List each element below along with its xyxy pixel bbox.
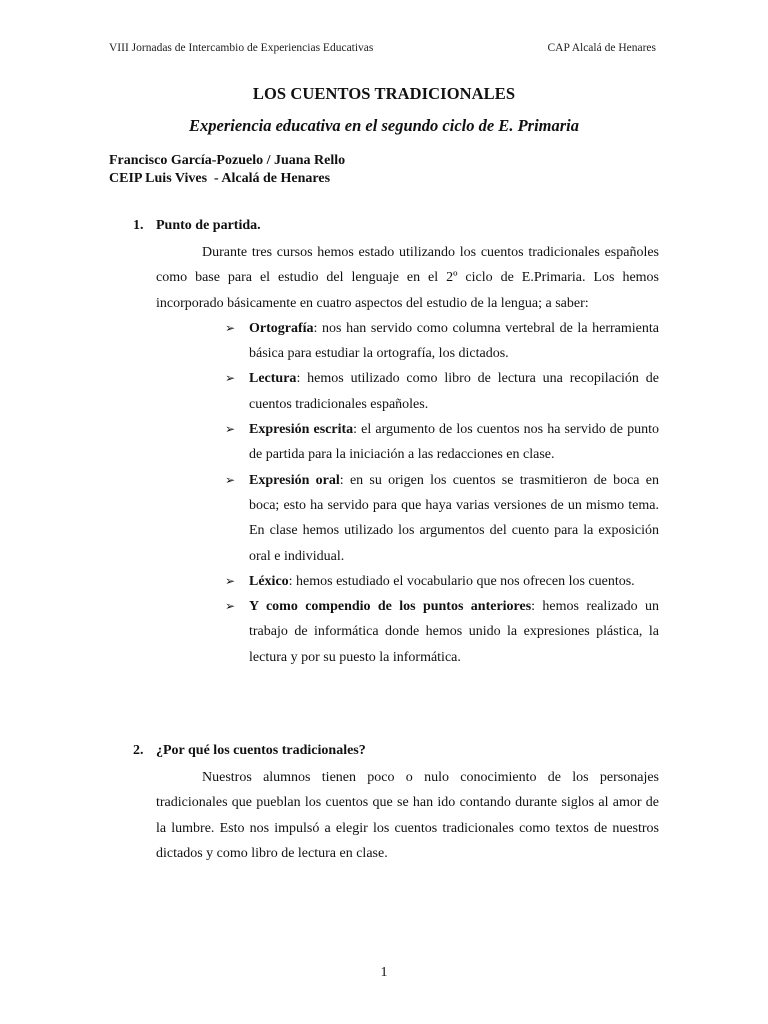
list-item — [225, 468, 659, 569]
authors-block — [109, 152, 345, 188]
running-header-left: VIII Jornadas de Intercambio de Experiencias Educativas — [109, 42, 374, 54]
list-item — [225, 366, 659, 417]
page-number: 1 — [380, 965, 388, 980]
list-item — [225, 417, 660, 468]
document-subtitle: Experiencia educativa en el segundo ciclo de E. Primaria — [188, 116, 579, 135]
bullet-text: : hemos utilizado como libro de lectura una recopilación de cuentos tradicionales españoles. — [249, 371, 659, 412]
arrow-bullet-icon: ➢ — [225, 371, 236, 386]
section-1 — [109, 218, 659, 670]
section-2-title: ¿Por qué los cuentos tradicionales? — [156, 743, 366, 758]
list-item — [225, 594, 659, 670]
arrow-bullet-icon: ➢ — [225, 573, 236, 588]
list-item — [225, 316, 659, 367]
bullet-text: : en su origen los cuentos se trasmitieron de boca en boca; esto ha servido para que haya varias versiones de un mismo tema. En clase hemos utilizado los argumentos del cuento para la exposición oral e individual. — [249, 472, 659, 564]
bullet-term: Expresión escrita — [249, 422, 354, 438]
bullet-term: Y como compendio de los puntos anteriores — [249, 599, 532, 615]
section-1-number: 1. — [133, 218, 144, 233]
bullet-text: : el argumento de los cuentos nos ha servido de punto de partida para la iniciación a las redacciones en clase. — [249, 422, 660, 463]
section-2 — [109, 743, 659, 866]
authors-names: Francisco García-Pozuelo / Juana Rello — [109, 153, 346, 168]
arrow-bullet-icon: ➢ — [225, 599, 236, 614]
arrow-bullet-icon: ➢ — [225, 422, 236, 437]
authors-school: CEIP Luis Vives - Alcalá de Henares — [109, 171, 331, 186]
bullet-term: Lectura — [249, 371, 297, 387]
bullet-text: : hemos realizado un trabajo de informática donde hemos unido la expresiones plástica, la lectura y por su puesto la informática. — [249, 599, 659, 665]
bullet-text: : hemos estudiado el vocabulario que nos ofrecen los cuentos. — [288, 573, 635, 589]
section-2-number: 2. — [133, 743, 144, 758]
section-1-title: Punto de partida. — [156, 218, 261, 233]
bullet-term: Ortografía — [249, 320, 314, 336]
bullet-term: Léxico — [249, 573, 289, 589]
running-header-right: CAP Alcalá de Henares — [547, 42, 656, 54]
section-2-heading — [109, 743, 659, 763]
bullet-text: : nos han servido como columna vertebral de la herramienta básica para estudiar la ortografía, los dictados. — [249, 320, 659, 362]
bullet-term: Expresión oral — [249, 472, 340, 488]
section-1-heading — [109, 218, 659, 238]
section-2-paragraph: Nuestros alumnos tienen poco o nulo conocimiento de los personajes tradicionales que pueblan los cuentos que se han ido contando durante siglos al amor de la lumbre. Esto nos impulsó a elegir los cuentos tradicionales como textos de nuestros dictados y como libro de lectura en clase. — [156, 770, 659, 861]
list-item — [225, 569, 659, 594]
document-title: LOS CUENTOS TRADICIONALES — [252, 84, 516, 103]
arrow-bullet-icon: ➢ — [225, 320, 236, 335]
section-1-paragraph: Durante tres cursos hemos estado utilizando los cuentos tradicionales españoles como base para el estudio del lenguaje en el 2º ciclo de E.Primaria. Los hemos incorporado básicamente en cuatro aspectos del estudio de la lengua; a saber: — [156, 245, 659, 311]
arrow-bullet-icon: ➢ — [225, 472, 236, 487]
section-1-bullet-list — [225, 316, 660, 670]
